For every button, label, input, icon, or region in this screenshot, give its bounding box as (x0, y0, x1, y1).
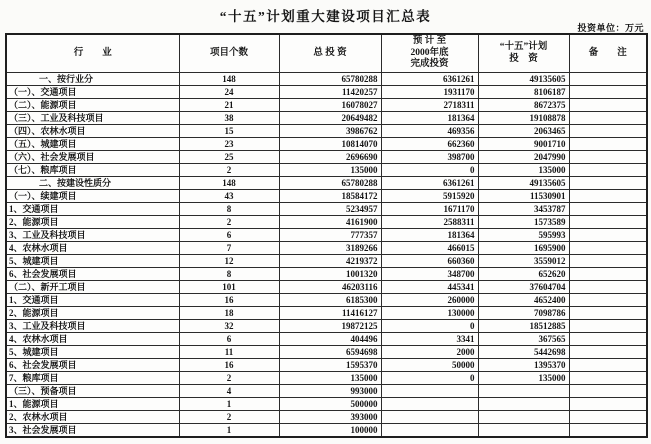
cell-industry: 1、能源项目 (6, 398, 179, 411)
cell-total: 6594698 (279, 346, 381, 359)
header-tenth-plan-investment (478, 34, 569, 73)
cell-plan: 1573589 (478, 216, 569, 229)
cell-plan: 652620 (478, 268, 569, 281)
cell-industry: （三）、预备项目 (6, 385, 179, 398)
cell-count: 24 (179, 86, 279, 99)
cell-remark (569, 86, 647, 99)
table-row (6, 268, 647, 281)
cell-remark (569, 281, 647, 294)
cell-remark (569, 177, 647, 190)
table-row (6, 281, 647, 294)
cell-completed: 445341 (381, 281, 478, 294)
table-row (6, 99, 647, 112)
table-row (6, 385, 647, 398)
cell-completed: 398700 (381, 151, 478, 164)
cell-industry: （三）、工业及科技项目 (6, 112, 179, 125)
cell-remark (569, 385, 647, 398)
table-row (6, 73, 647, 86)
cell-plan: 37604704 (478, 281, 569, 294)
cell-completed: 2588311 (381, 216, 478, 229)
cell-plan: 8106187 (478, 86, 569, 99)
investment-unit-note: 投资单位：万元 (577, 23, 644, 33)
cell-remark (569, 99, 647, 112)
cell-remark (569, 320, 647, 333)
cell-plan: 3559012 (478, 255, 569, 268)
cell-completed: 1931170 (381, 86, 478, 99)
cell-remark (569, 73, 647, 86)
cell-remark (569, 398, 647, 411)
table-row (6, 138, 647, 151)
page-title: “十五”计划重大建设项目汇总表 (219, 9, 432, 24)
cell-completed: 5915920 (381, 190, 478, 203)
header-completed-line1: 预 计 至 (412, 35, 447, 46)
header-remarks (569, 34, 647, 73)
cell-completed: 50000 (381, 359, 478, 372)
header-completed-line2: 2000年底 (410, 47, 449, 58)
cell-remark (569, 307, 647, 320)
cell-total: 404496 (279, 333, 381, 346)
cell-total: 10814070 (279, 138, 381, 151)
cell-total: 65780288 (279, 73, 381, 86)
cell-total: 1595370 (279, 359, 381, 372)
cell-remark (569, 125, 647, 138)
table-row (6, 242, 647, 255)
cell-plan: 11530901 (478, 190, 569, 203)
cell-completed: 3341 (381, 333, 478, 346)
cell-remark (569, 411, 647, 424)
table-row (6, 216, 647, 229)
cell-plan: 2063465 (478, 125, 569, 138)
header-remarks-label: 备 注 (588, 47, 627, 58)
cell-industry: （七）、粮库项目 (6, 164, 179, 177)
cell-industry: 4、农林水项目 (6, 333, 179, 346)
cell-industry: 4、农林水项目 (6, 242, 179, 255)
table-row (6, 229, 647, 242)
table-row (6, 307, 647, 320)
cell-count: 2 (179, 216, 279, 229)
cell-completed: 6361261 (381, 177, 478, 190)
header-row (6, 34, 647, 73)
cell-remark (569, 359, 647, 372)
cell-industry: 3、工业及科技项目 (6, 320, 179, 333)
cell-completed (381, 398, 478, 411)
cell-plan: 7098786 (478, 307, 569, 320)
table-row (6, 177, 647, 190)
table-row (6, 359, 647, 372)
cell-total: 65780288 (279, 177, 381, 190)
cell-total: 777357 (279, 229, 381, 242)
table-row (6, 164, 647, 177)
cell-industry: （四）、农林水项目 (6, 125, 179, 138)
cell-count: 7 (179, 242, 279, 255)
table-row (6, 190, 647, 203)
cell-count: 148 (179, 73, 279, 86)
cell-completed (381, 411, 478, 424)
cell-plan: 367565 (478, 333, 569, 346)
cell-count: 148 (179, 177, 279, 190)
cell-industry: （五）、城建项目 (6, 138, 179, 151)
cell-count: 2 (179, 372, 279, 385)
cell-plan: 1695900 (478, 242, 569, 255)
header-industry (6, 34, 179, 73)
cell-plan (478, 411, 569, 424)
cell-plan: 595993 (478, 229, 569, 242)
table-row (6, 151, 647, 164)
cell-count: 11 (179, 346, 279, 359)
cell-completed: 469356 (381, 125, 478, 138)
cell-count: 101 (179, 281, 279, 294)
table-row (6, 112, 647, 125)
cell-plan: 1395370 (478, 359, 569, 372)
cell-count: 6 (179, 333, 279, 346)
table-row (6, 398, 647, 411)
header-industry-label: 行 业 (73, 47, 112, 58)
cell-remark (569, 242, 647, 255)
cell-industry: （一）、续建项目 (6, 190, 179, 203)
cell-plan: 3453787 (478, 203, 569, 216)
cell-completed: 2000 (381, 346, 478, 359)
cell-completed: 6361261 (381, 73, 478, 86)
header-plan-line1: “十五”计划 (499, 41, 548, 52)
cell-industry: 3、工业及科技项目 (6, 229, 179, 242)
cell-count: 18 (179, 307, 279, 320)
cell-industry: 二、按建设性质分 (6, 177, 179, 190)
cell-count: 2 (179, 164, 279, 177)
cell-count: 8 (179, 268, 279, 281)
cell-plan: 19108878 (478, 112, 569, 125)
cell-remark (569, 346, 647, 359)
cell-remark (569, 333, 647, 346)
cell-remark (569, 424, 647, 438)
table-row (6, 320, 647, 333)
cell-completed: 0 (381, 320, 478, 333)
cell-plan: 2047990 (478, 151, 569, 164)
table-row (6, 86, 647, 99)
cell-total: 993000 (279, 385, 381, 398)
cell-industry: 7、粮库项目 (6, 372, 179, 385)
cell-count: 15 (179, 125, 279, 138)
cell-plan: 18512885 (478, 320, 569, 333)
cell-completed (381, 385, 478, 398)
cell-plan: 135000 (478, 372, 569, 385)
cell-total: 2696690 (279, 151, 381, 164)
cell-industry: 5、城建项目 (6, 255, 179, 268)
cell-total: 46203116 (279, 281, 381, 294)
cell-count: 21 (179, 99, 279, 112)
cell-industry: （二）、新开工项目 (6, 281, 179, 294)
cell-count: 8 (179, 203, 279, 216)
header-plan-line2: 投 资 (509, 53, 538, 64)
cell-plan: 4652400 (478, 294, 569, 307)
cell-total: 393000 (279, 411, 381, 424)
cell-total: 19872125 (279, 320, 381, 333)
table-row (6, 333, 647, 346)
cell-total: 11420257 (279, 86, 381, 99)
cell-remark (569, 112, 647, 125)
cell-total: 135000 (279, 372, 381, 385)
table-row (6, 411, 647, 424)
table-row (6, 203, 647, 216)
table-header (6, 34, 647, 73)
cell-count: 32 (179, 320, 279, 333)
cell-total: 100000 (279, 424, 381, 438)
cell-industry: 2、能源项目 (6, 307, 179, 320)
cell-completed: 130000 (381, 307, 478, 320)
cell-industry: 6、社会发展项目 (6, 359, 179, 372)
cell-count: 1 (179, 398, 279, 411)
cell-completed: 660360 (381, 255, 478, 268)
cell-total: 3986762 (279, 125, 381, 138)
cell-remark (569, 268, 647, 281)
cell-total: 4161900 (279, 216, 381, 229)
cell-completed: 662360 (381, 138, 478, 151)
cell-industry: 1、交通项目 (6, 203, 179, 216)
table-row (6, 255, 647, 268)
table-row (6, 294, 647, 307)
table-row (6, 372, 647, 385)
cell-remark (569, 164, 647, 177)
cell-industry: 5、城建项目 (6, 346, 179, 359)
cell-count: 25 (179, 151, 279, 164)
cell-remark (569, 216, 647, 229)
table-body (6, 73, 647, 438)
cell-plan (478, 424, 569, 438)
cell-plan: 135000 (478, 164, 569, 177)
cell-count: 12 (179, 255, 279, 268)
cell-completed: 181364 (381, 229, 478, 242)
cell-remark (569, 255, 647, 268)
header-project-count-label: 项目个数 (209, 47, 248, 58)
cell-remark (569, 294, 647, 307)
cell-completed: 466015 (381, 242, 478, 255)
cell-total: 4219372 (279, 255, 381, 268)
cell-completed: 181364 (381, 112, 478, 125)
cell-plan (478, 385, 569, 398)
header-total-investment (279, 34, 381, 73)
header-completed-line3: 完成投资 (410, 59, 449, 70)
cell-completed: 348700 (381, 268, 478, 281)
cell-total: 20649482 (279, 112, 381, 125)
cell-completed: 2718311 (381, 99, 478, 112)
header-completed-by-2000 (381, 34, 478, 73)
cell-industry: 2、能源项目 (6, 216, 179, 229)
cell-total: 11416127 (279, 307, 381, 320)
cell-industry: （六）、社会发展项目 (6, 151, 179, 164)
cell-total: 18584172 (279, 190, 381, 203)
header-project-count (179, 34, 279, 73)
cell-count: 43 (179, 190, 279, 203)
cell-total: 6185300 (279, 294, 381, 307)
cell-remark (569, 203, 647, 216)
cell-plan: 9001710 (478, 138, 569, 151)
table-row (6, 125, 647, 138)
cell-total: 3189266 (279, 242, 381, 255)
cell-industry: 2、农林水项目 (6, 411, 179, 424)
cell-count: 6 (179, 229, 279, 242)
cell-total: 16078027 (279, 99, 381, 112)
table-row (6, 424, 647, 438)
cell-remark (569, 151, 647, 164)
cell-count: 16 (179, 294, 279, 307)
cell-total: 5234957 (279, 203, 381, 216)
cell-completed: 1671170 (381, 203, 478, 216)
cell-total: 500000 (279, 398, 381, 411)
cell-remark (569, 190, 647, 203)
cell-completed (381, 424, 478, 438)
cell-count: 16 (179, 359, 279, 372)
cell-industry: 3、社会发展项目 (6, 424, 179, 438)
summary-table (5, 33, 648, 438)
cell-total: 1001320 (279, 268, 381, 281)
cell-remark (569, 138, 647, 151)
cell-completed: 260000 (381, 294, 478, 307)
cell-total: 135000 (279, 164, 381, 177)
cell-plan: 49135605 (478, 73, 569, 86)
cell-plan (478, 398, 569, 411)
cell-industry: 一、按行业分 (6, 73, 179, 86)
header-total-investment-label: 总 投 资 (313, 47, 347, 58)
cell-industry: 1、交通项目 (6, 294, 179, 307)
cell-remark (569, 372, 647, 385)
cell-remark (569, 229, 647, 242)
cell-count: 38 (179, 112, 279, 125)
cell-count: 23 (179, 138, 279, 151)
cell-plan: 5442698 (478, 346, 569, 359)
cell-plan: 49135605 (478, 177, 569, 190)
cell-industry: （二）、能源项目 (6, 99, 179, 112)
cell-count: 2 (179, 411, 279, 424)
cell-count: 4 (179, 385, 279, 398)
cell-completed: 0 (381, 164, 478, 177)
cell-industry: （一）、交通项目 (6, 86, 179, 99)
cell-count: 1 (179, 424, 279, 438)
cell-plan: 8672375 (478, 99, 569, 112)
cell-completed: 0 (381, 372, 478, 385)
cell-industry: 6、社会发展项目 (6, 268, 179, 281)
table-row (6, 346, 647, 359)
